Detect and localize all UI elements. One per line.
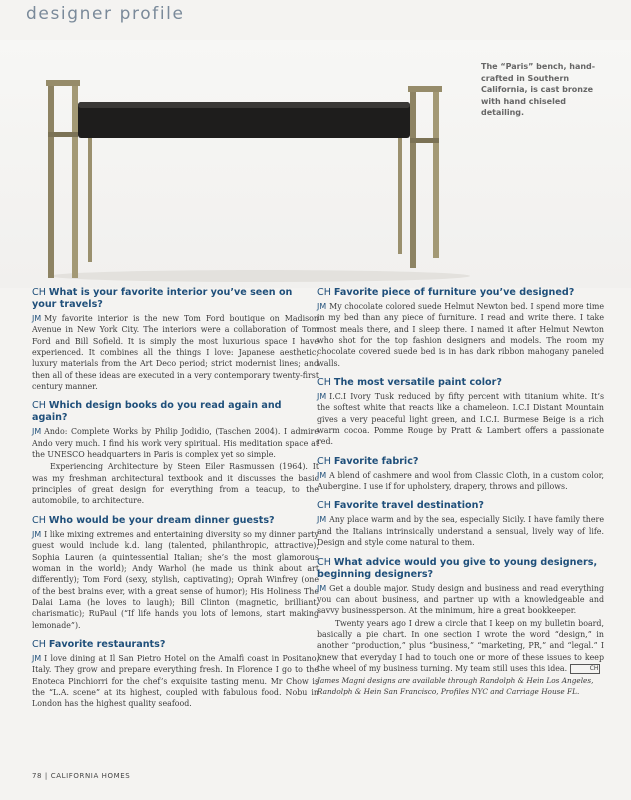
designer-initials: JM	[32, 314, 42, 323]
designer-initials: JM	[317, 302, 327, 311]
designer-initials: JM	[32, 427, 42, 437]
designer-initials: JM	[32, 529, 42, 539]
answer	[317, 301, 604, 369]
interviewer-initials: CH	[32, 638, 46, 650]
end-mark: CH	[570, 664, 601, 674]
answer-text: Get a double major. Study design and business and read everything you can about business, and partner up with a knowledgeable and savvy businessperson. At the minimum, hire a great bookkeeper.	[317, 583, 604, 616]
answer	[32, 529, 319, 631]
interviewer-initials: CH	[32, 514, 46, 526]
interviewer-initials: CH	[317, 500, 331, 512]
answer	[317, 583, 604, 617]
answer-text: Any place warm and by the sea, especially Sicily. I have family there and the Italians intrinsically understand a sensual, lively way of life. Design and style come natural to them.	[317, 515, 604, 548]
page-footer: 78 | CALIFORNIA HOMES	[32, 772, 131, 780]
answer	[32, 313, 319, 392]
interviewer-initials: CH	[317, 377, 331, 389]
interviewer-initials: CH	[32, 400, 46, 412]
question-text: Who would be your dream dinner guests?	[48, 514, 275, 526]
qa-block	[317, 287, 604, 369]
answer-text: Twenty years ago I drew a circle that I keep on my bulletin board, basically a pie chart. In one section I wrote the word “design,” in another “production,” plus “business,” “marketing, PR,” and “legal.” I knew that everyday I had to touch one or more of these issues to keep the wheel of my business turning. My team still uses this idea.	[317, 618, 604, 673]
answer-text: I.C.I Ivory Tusk reduced by fifty percent with titanium white. It’s the softest white that reacts like a chameleon. I.C.I Distant Mountain gives a very peaceful light green, and I.C.I. Burmese Beige is a rich warm cocoa. Pomme Rouge by Pratt & Lambert offers a passionate red.	[317, 392, 604, 447]
question	[317, 500, 604, 512]
section-header: designer profile	[26, 4, 185, 24]
answer-text: A blend of cashmere and wool from Classic Cloth, in a custom color, Aubergine. I use if for upholstery, drapery, throws and pillows.	[317, 470, 604, 492]
qa-block	[32, 287, 319, 392]
question	[32, 639, 319, 651]
publication-name: CALIFORNIA HOMES	[50, 772, 131, 780]
answer-text: I like mixing extremes and entertaining diversity so my dinner party guest would include k.d. lang (talented, philanthropic, attractive); Sophia Lauren (a quintessential Italian; she’s the most glamorous woman in the world); Andy Warhol (he made us think about art differently); Tom Ford (sexy, stylish, captivating); Oprah Winfrey (one of the best brains ever, with a great sense of humor); His Holiness The Dalai Lama (he loves to laugh); Bill Clinton (magnetic, brilliant, charismatic); RuPaul (“If life hands you lots of lemons, start making lemonade”).	[32, 529, 319, 630]
answer-paragraph: Experiencing Architecture by Steen Eiler Rasmussen (1964). It was my freshman architectural textbook and it discusses the basic principles of great design for everything from a teacup, to the automobile, to architecture.	[32, 462, 319, 506]
designer-initials: JM	[317, 515, 327, 525]
qa-block	[32, 515, 319, 631]
answer	[317, 391, 604, 448]
qa-block	[317, 557, 604, 698]
question-text: Favorite piece of furniture you’ve designed?	[333, 287, 575, 298]
question-text: What advice would you give to young designers, beginning designers?	[317, 556, 598, 580]
question	[317, 377, 604, 389]
qa-block	[317, 377, 604, 448]
answer	[32, 426, 319, 460]
question	[317, 287, 604, 299]
photo-caption: The “Paris” bench, hand-crafted in Southern California, is cast bronze with hand chiseled detailing.	[481, 62, 596, 117]
question-text: Favorite fabric?	[333, 455, 419, 467]
interviewer-initials: CH	[317, 287, 331, 298]
designer-initials: JM	[32, 653, 42, 663]
right-column	[317, 287, 604, 705]
availability-credit: James Magni designs are available through Randolph & Hein Los Angeles, Randolph & Hein San Francisco, Profiles NYC and Carriage House FL.	[317, 676, 594, 697]
question-text: What is your favorite interior you’ve seen on your travels?	[32, 287, 293, 310]
answer	[32, 653, 319, 710]
answer	[317, 470, 604, 493]
qa-block	[32, 400, 319, 506]
question-text: Favorite restaurants?	[48, 638, 166, 650]
answer-text: I love dining at Il San Pietro Hotel on the Amalfi coast in Positano, Italy. They grow and prepare everything fresh. In Florence I go to the Enoteca Pinchiorri for the chef’s exquisite tasting menu. Mr Chow is the “L.A. scene” at its highest, coupled with fabulous food. Nobu in London has the highest quality seafood.	[32, 653, 319, 709]
question	[317, 456, 604, 468]
question	[317, 557, 604, 581]
designer-initials: JM	[317, 392, 327, 402]
interviewer-initials: CH	[317, 455, 331, 467]
question-text: Which design books do you read again and again?	[32, 400, 282, 424]
interviewer-initials: CH	[32, 287, 46, 298]
question	[32, 400, 319, 424]
answer-text: My favorite interior is the new Tom Ford boutique on Madison Avenue in New York City. The interiors were a collaboration of Tom Ford and Bill Sofield. It is simply the most luxurious space I have experienced. It combines all the things I love: Japanese aesthetic; luxury materials from the Art Deco period; strict modernist lines; and then all of these ideas are executed in a very contemporary twenty-first century manner.	[32, 314, 319, 392]
qa-block	[32, 639, 319, 710]
answer-text: My chocolate colored suede Helmut Newton bed. I spend more time in my bed than any piece of furniture. I read and write there. I take most meals there, and I sleep there. I named it after Helmut Newton who shot for the top fashion designers and models. The room my chocolate covered suede bed is in has dark ribbon mahogany paneled walls.	[317, 302, 604, 368]
question	[32, 515, 319, 527]
left-column	[32, 287, 319, 718]
question-text: The most versatile paint color?	[333, 377, 502, 389]
qa-block	[317, 456, 604, 493]
page-number: 78	[32, 772, 43, 780]
answer	[317, 514, 604, 548]
qa-block	[317, 500, 604, 548]
answer-text: Ando: Complete Works by Philip Jodidio, (Taschen 2004). I admire Ando very much. I find his work very spiritual. His meditation space at the UNESCO headquarters in Paris is complex yet so simple.	[32, 427, 319, 460]
answer-paragraph	[317, 618, 604, 675]
designer-initials: JM	[317, 470, 327, 480]
designer-initials: JM	[317, 583, 327, 593]
question-text: Favorite travel destination?	[333, 500, 484, 512]
question	[32, 287, 319, 311]
interviewer-initials: CH	[317, 556, 331, 568]
